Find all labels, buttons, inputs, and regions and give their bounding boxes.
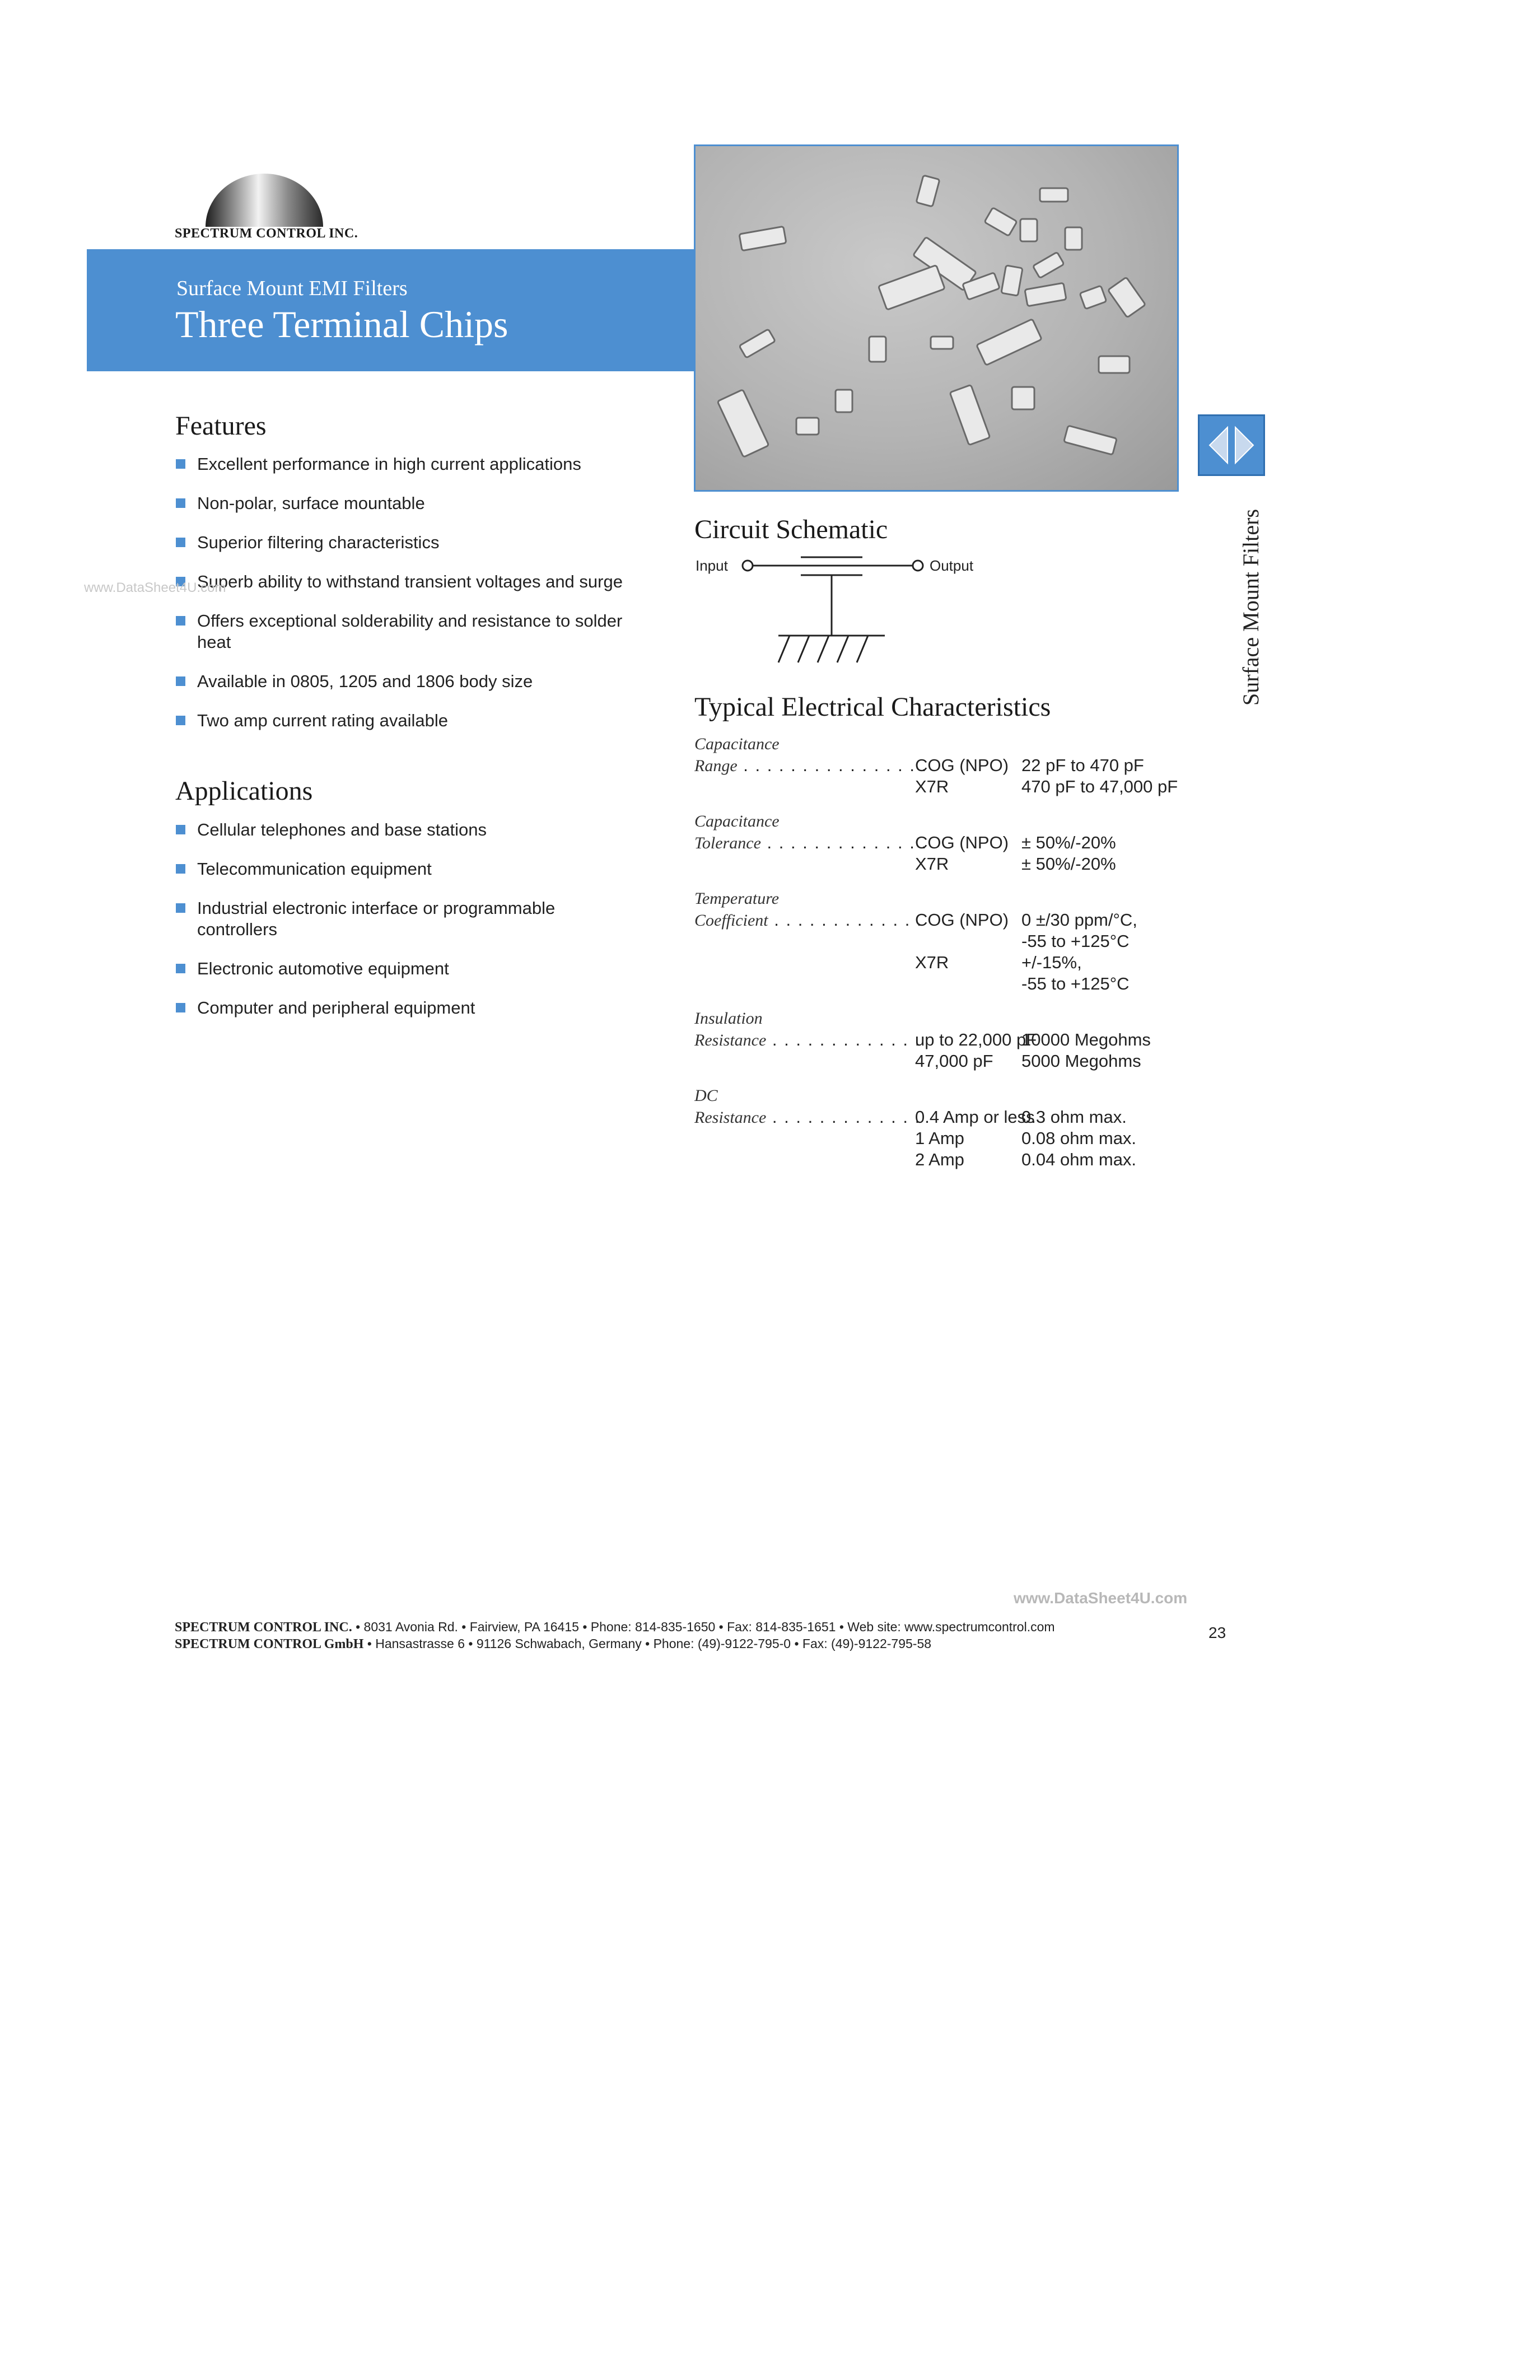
application-item: [175, 997, 634, 1019]
watermark: www.DataSheet4U.com: [1014, 1589, 1188, 1607]
list-item-text: Superior filtering characteristics: [197, 533, 440, 552]
dot-leader: . . . . . . . . . . . . .: [768, 910, 923, 930]
circuit-schematic-diagram: [694, 552, 1008, 675]
next-arrow-icon[interactable]: [1235, 427, 1253, 463]
schematic-heading: Circuit Schematic: [694, 515, 888, 544]
applications-heading: Applications: [175, 776, 313, 806]
spec-condition: 1 Amp: [915, 1128, 964, 1148]
dot-leader: . . . . . . . . . . . . .: [766, 1030, 921, 1049]
spec-category: DC: [694, 1086, 718, 1105]
features-list: [175, 454, 634, 749]
spec-condition: COG (NPO): [915, 833, 1009, 852]
spec-value: 10000 Megohms: [1021, 1030, 1151, 1049]
spec-value: 470 pF to 47,000 pF: [1021, 777, 1178, 796]
list-item-text: Excellent performance in high current applications: [197, 454, 581, 474]
spec-condition: COG (NPO): [915, 910, 1009, 930]
feature-item: [175, 671, 634, 692]
list-item-text: Available in 0805, 1205 and 1806 body size: [197, 671, 533, 691]
spec-condition: 47,000 pF: [915, 1051, 993, 1071]
application-item: [175, 819, 634, 841]
banner-subtitle: Surface Mount EMI Filters: [176, 277, 408, 300]
bullet-square-icon: [176, 716, 185, 725]
list-item-text: Two amp current rating available: [197, 711, 449, 730]
bullet-square-icon: [176, 903, 185, 913]
spec-value: +/-15%,: [1021, 953, 1082, 972]
bullet-square-icon: [176, 616, 185, 626]
list-item-text: Cellular telephones and base stations: [197, 820, 487, 839]
spec-category: Insulation: [694, 1009, 763, 1028]
feature-item: [175, 454, 634, 475]
footer-brand: SPECTRUM CONTROL GmbH: [175, 1637, 364, 1651]
spec-value: ± 50%/-20%: [1021, 854, 1116, 874]
spec-value: ± 50%/-20%: [1021, 833, 1116, 852]
spec-condition: X7R: [915, 854, 949, 874]
logo-dome-icon: [175, 171, 360, 232]
bullet-square-icon: [176, 498, 185, 508]
spec-parameter-name: Resistance: [694, 1031, 767, 1049]
footer-brand: SPECTRUM CONTROL INC.: [175, 1620, 352, 1635]
dot-leader: . . . . . . . . . . . . .: [766, 1107, 921, 1127]
bullet-square-icon: [176, 459, 185, 469]
schematic-output-label: Output: [930, 557, 974, 574]
dot-leader: . . . . . . . . . . . . . .: [760, 833, 928, 852]
feature-item: [175, 610, 634, 653]
spec-value: 0 ±/30 ppm/°C,: [1021, 910, 1137, 930]
spec-value: 5000 Megohms: [1021, 1051, 1141, 1071]
spec-value: 0.04 ohm max.: [1021, 1150, 1137, 1169]
footer-contact: • Hansastrasse 6 • 91126 Schwabach, Germany • Phone: (49)-9122-795-0 • Fax: (49)-9122-795-58: [363, 1636, 932, 1651]
spec-value: 0.3 ohm max.: [1021, 1107, 1127, 1127]
feature-item: [175, 532, 634, 553]
page-number: 23: [1208, 1624, 1226, 1641]
spec-parameter: [694, 909, 923, 931]
spec-value: -55 to +125°C: [1021, 974, 1130, 993]
list-item-text: Telecommunication equipment: [197, 859, 432, 879]
spec-category: Capacitance: [694, 812, 780, 830]
bullet-square-icon: [176, 676, 185, 686]
spec-condition: up to 22,000 pF: [915, 1030, 1037, 1049]
dot-leader: . . . . . . . . . . . . . . . .: [737, 755, 928, 775]
prev-arrow-icon[interactable]: [1210, 427, 1228, 463]
bullet-square-icon: [176, 538, 185, 547]
spec-parameter: [694, 755, 927, 777]
watermark: www.DataSheet4U.com: [84, 580, 226, 595]
spec-parameter-name: Range: [694, 757, 738, 775]
list-item-text: Industrial electronic interface or programmable controllers: [197, 898, 556, 939]
spec-parameter-name: Coefficient: [694, 911, 768, 930]
side-section-label: Surface Mount Filters: [1238, 508, 1263, 706]
bullet-square-icon: [176, 1003, 185, 1012]
spec-parameter-name: Tolerance: [694, 834, 761, 852]
bullet-square-icon: [176, 864, 185, 874]
product-photo: [694, 144, 1179, 492]
electrical-heading: Typical Electrical Characteristics: [694, 692, 1051, 722]
features-heading: Features: [175, 411, 267, 441]
list-item-text: Superb ability to withstand transient voltages and surge: [197, 572, 623, 591]
spec-category: Capacitance: [694, 735, 780, 753]
bullet-square-icon: [176, 964, 185, 973]
bullet-square-icon: [176, 825, 185, 834]
footer-address-de: [175, 1636, 931, 1652]
spec-parameter: [694, 1029, 921, 1051]
schematic-input-label: Input: [696, 557, 728, 574]
list-item-text: Non-polar, surface mountable: [197, 493, 425, 513]
spec-condition: 0.4 Amp or less: [915, 1107, 1035, 1127]
feature-item: [175, 493, 634, 514]
footer-address-us: [175, 1620, 1055, 1635]
spec-parameter-name: Resistance: [694, 1108, 767, 1127]
logo-text: SPECTRUM CONTROL INC.: [175, 226, 358, 241]
spec-condition: X7R: [915, 777, 949, 796]
footer-contact: • 8031 Avonia Rd. • Fairview, PA 16415 • Phone: 814-835-1650 • Fax: 814-835-1651 • Web site: www.spectrumcontrol.com: [352, 1620, 1055, 1634]
list-item-text: Offers exceptional solderability and resistance to solder heat: [197, 611, 623, 652]
section-nav-arrows[interactable]: [1198, 414, 1265, 476]
spec-condition: COG (NPO): [915, 755, 1009, 775]
spec-value: -55 to +125°C: [1021, 931, 1130, 951]
feature-item: [175, 571, 634, 592]
page-title: Three Terminal Chips: [175, 303, 508, 346]
spec-category: Temperature: [694, 889, 780, 908]
spec-condition: 2 Amp: [915, 1150, 964, 1169]
spec-parameter: [694, 1107, 921, 1128]
spec-condition: X7R: [915, 953, 949, 972]
spec-value: 0.08 ohm max.: [1021, 1128, 1137, 1148]
applications-list: [175, 819, 634, 1037]
application-item: [175, 958, 634, 979]
application-item: [175, 898, 634, 940]
list-item-text: Electronic automotive equipment: [197, 959, 449, 978]
list-item-text: Computer and peripheral equipment: [197, 998, 475, 1018]
application-item: [175, 858, 634, 880]
spec-parameter: [694, 832, 927, 854]
feature-item: [175, 710, 634, 731]
spec-value: 22 pF to 470 pF: [1021, 755, 1144, 775]
